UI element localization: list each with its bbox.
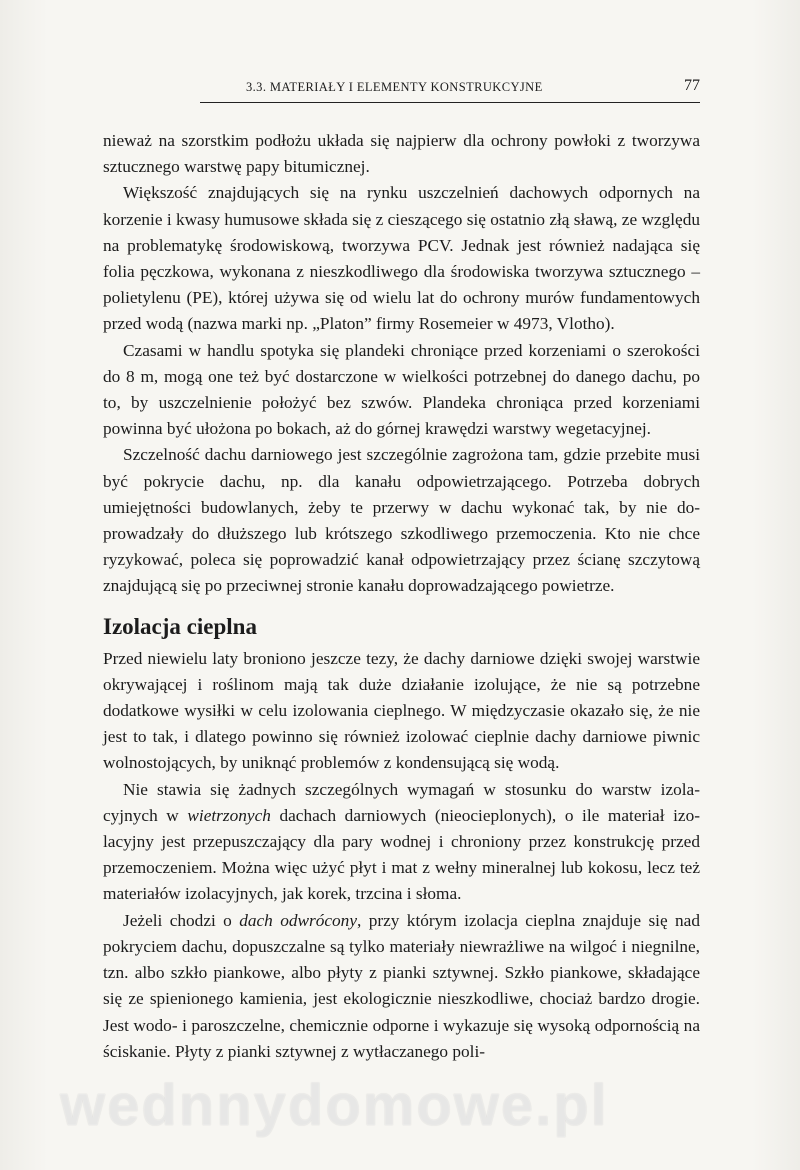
watermark: wednnydomowe.pl [60,1073,609,1138]
paragraph-text: Jeżeli chodzi o [123,910,240,930]
paragraph: nieważ na szorstkim podłożu układa się najpierw dla ochrony powłoki z tworzywa sztucznego warstwę papy bitumicznej. [103,131,700,177]
running-header [200,77,700,103]
paragraph [103,777,700,908]
paragraph: Szczelność dachu darniowego jest szczególnie zagrożona tam, gdzie przebite musi być pokrycie dachu, np. dla kanału odpowietrzającego. Potrzeba dobrych umiejętności budowlanych, żeby te przerwy w dachu wykonać tak, by nie doprowadzały do dłuższego lub krótszego szkodliwego przemoczenia. Kto nie chce ryzykować, poleca się poprowadzić kanał odpowietrzający przez ścianę szczytową znajdującą się po przeciwnej stronie kanału doprowadzającego powietrze. [103,445,700,596]
page-body [103,128,700,1065]
paragraph-text: , przy którym izolacja cieplna znajduje się nad pokryciem dachu, dopuszczalne są tylko materiały niewrażliwe na wilgoć i niegnilne, tzn. albo szkło piankowe, albo płyty z pianki sztywnej. Szkło piankowe, składające się ze spienionego kamienia, jest ekologicznie nieszkodliwe, chociaż bardzo drogie. Jest wodo- i paroszczelne, chemicznie odporne i wykazuje się wysoką odpornością na ściskanie. Płyty z pianki sztywnej z wytłaczanego poli- [103,910,700,1061]
paragraph [103,908,700,1065]
emphasis-text: dach odwrócony [239,910,357,930]
paragraph: Przed niewielu laty broniono jeszcze tezy, że dachy darniowe dzięki swojej warstwie okrywającej i roślinom mają tak duże działanie izolujące, że nie są potrzebne dodatkowe wysiłki w celu izolowania cieplnego. W międzyczasie okazało się, że nie jest to tak, i dlatego powinno się również izolować cieplnie dachy darniowe piwnic wolnostojących, by uniknąć problemów z kondensującą się wodą. [103,648,700,773]
paragraph: Większość znajdujących się na rynku uszczelnień dachowych odpornych na korzenie i kwasy humusowe składa się z cieszącego się ostatnio złą sławą, ze względu na problematykę środowiskową, tworzywa PCV. Jednak jest również nadająca się folia pęczkowa, wykonana z nieszkodliwego dla środowiska tworzywa sztucznego – polietylenu (PE), której używa się od wielu lat do ochrony murów fundamentowych przed wodą (nazwa marki np. „Platon” firmy Rosemeier w 4973, Vlotho). [103,183,700,334]
chapter-title: 3.3. MATERIAŁY I ELEMENTY KONSTRUKCYJNE [246,80,543,94]
page-number: 77 [684,77,700,94]
section-heading: Izolacja cieplna [103,613,257,639]
paragraph: Czasami w handlu spotyka się plandeki chroniące przed korzeniami o szerokości do 8 m, mogą one też być dostarczone w wielkości potrzebnej do danego dachu, po to, by uszczelnienie położyć bez szwów. Plandeka chroniąca przed korzeniami powinna być ułożona po bokach, aż do górnej krawędzi warstwy wegetacyjnej. [103,340,700,439]
paragraph-text: dachach darniowych (nieocieplonych), o ile materiał izolacyjny jest przepuszczający dla pary wodnej i chroniony przez konstrukcję przed przemoczeniem. Można więc użyć płyt i mat z wełny mineralnej lub kokosu, lecz też materiałów izolacyjnych, jak korek, trzcina i słoma. [103,805,701,904]
paragraph-text: Nie stawia się żadnych szczególnych wymagań w stosunku do warstw izolacyjnych w [103,779,700,825]
emphasis-text: wietrzonych [187,805,271,825]
